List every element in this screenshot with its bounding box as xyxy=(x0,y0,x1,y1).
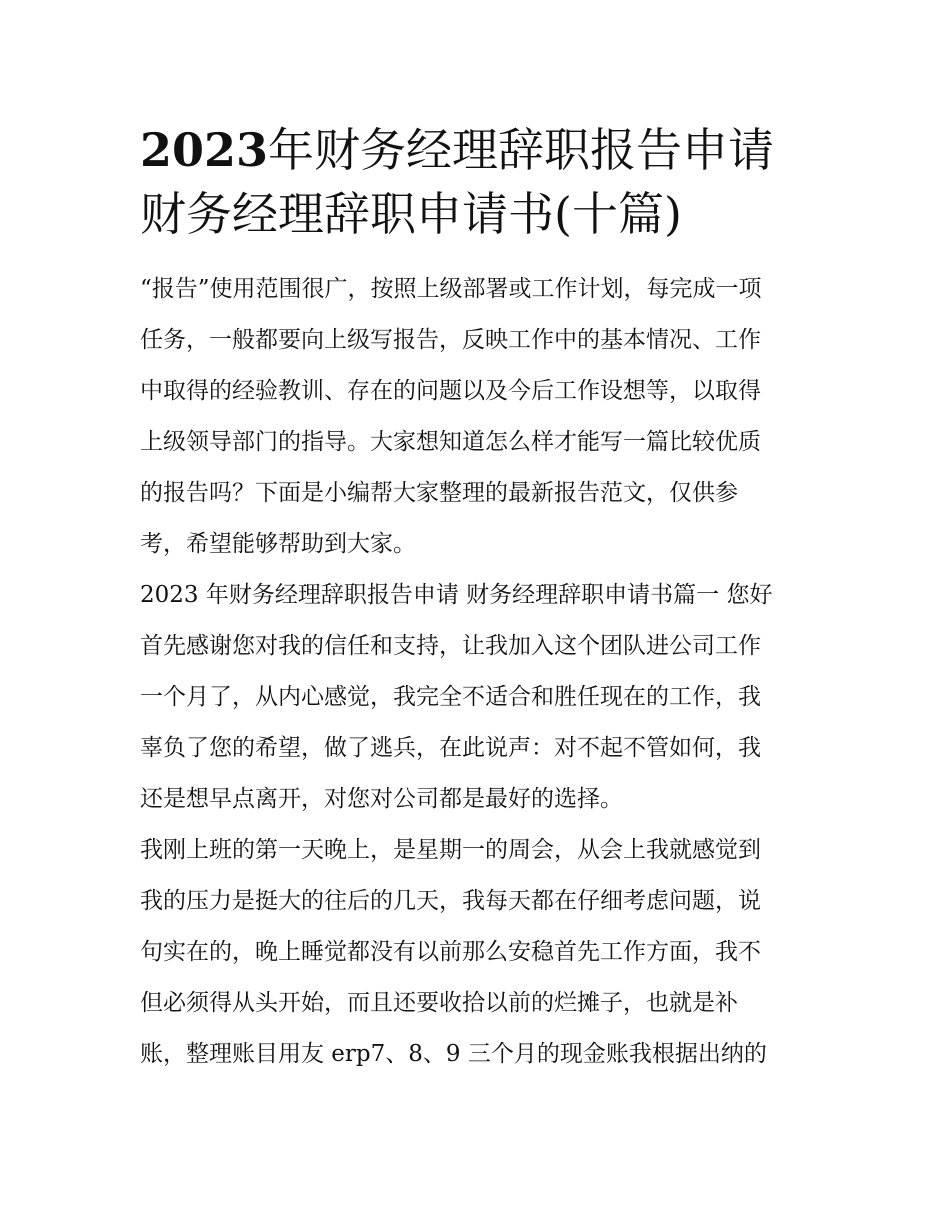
paragraph-line: 任务，一般都要向上级写报告，反映工作中的基本情况、工作 xyxy=(140,327,761,353)
paragraph-line: 考，希望能够帮助到大家。 xyxy=(140,531,416,557)
paragraph-line: 首先感谢您对我的信任和支持，让我加入这个团队进公司工作 xyxy=(140,633,761,659)
title-line-1-text: 年财务经理辞职报告申请 xyxy=(268,123,775,177)
paragraph-line: 句实在的，晚上睡觉都没有以前那么安稳首先工作方面，我不 xyxy=(140,939,761,965)
paragraph-line: 上级领导部门的指导。大家想知道怎么样才能写一篇比较优质 xyxy=(140,429,761,455)
title-line-2: 财务经理辞职申请书(十篇) xyxy=(140,187,682,241)
paragraph-work-pressure xyxy=(140,825,812,1080)
paragraph-line: 账，整理账目用友 erp7、8、9 三个月的现金账我根据出纳的 xyxy=(140,1041,767,1067)
paragraph-line: 辜负了您的希望，做了逃兵，在此说声：对不起不管如何，我 xyxy=(140,735,761,761)
document-title xyxy=(140,118,812,246)
paragraph-line: 一个月了，从内心感觉，我完全不适合和胜任现在的工作，我 xyxy=(140,684,761,710)
paragraph-line: 2023 年财务经理辞职报告申请 财务经理辞职申请书篇一 您好 xyxy=(140,582,773,608)
paragraph-intro xyxy=(140,264,812,570)
document-page xyxy=(140,118,812,1080)
paragraph-line: 还是想早点离开，对您对公司都是最好的选择。 xyxy=(140,786,623,812)
paragraph-section-one xyxy=(140,570,812,825)
paragraph-line: 中取得的经验教训、存在的问题以及今后工作设想等，以取得 xyxy=(140,378,761,404)
title-line-1 xyxy=(140,118,812,182)
paragraph-line: “报告”使用范围很广，按照上级部署或工作计划，每完成一项 xyxy=(140,276,762,302)
title-year: 2023 xyxy=(140,123,269,177)
paragraph-line: 我刚上班的第一天晚上，是星期一的周会，从会上我就感觉到 xyxy=(140,837,761,863)
paragraph-line: 我的压力是挺大的往后的几天，我每天都在仔细考虑问题，说 xyxy=(140,888,761,914)
paragraph-line: 但必须得从头开始，而且还要收拾以前的烂摊子，也就是补 xyxy=(140,990,738,1016)
paragraph-line: 的报告吗？下面是小编帮大家整理的最新报告范文，仅供参 xyxy=(140,480,738,506)
